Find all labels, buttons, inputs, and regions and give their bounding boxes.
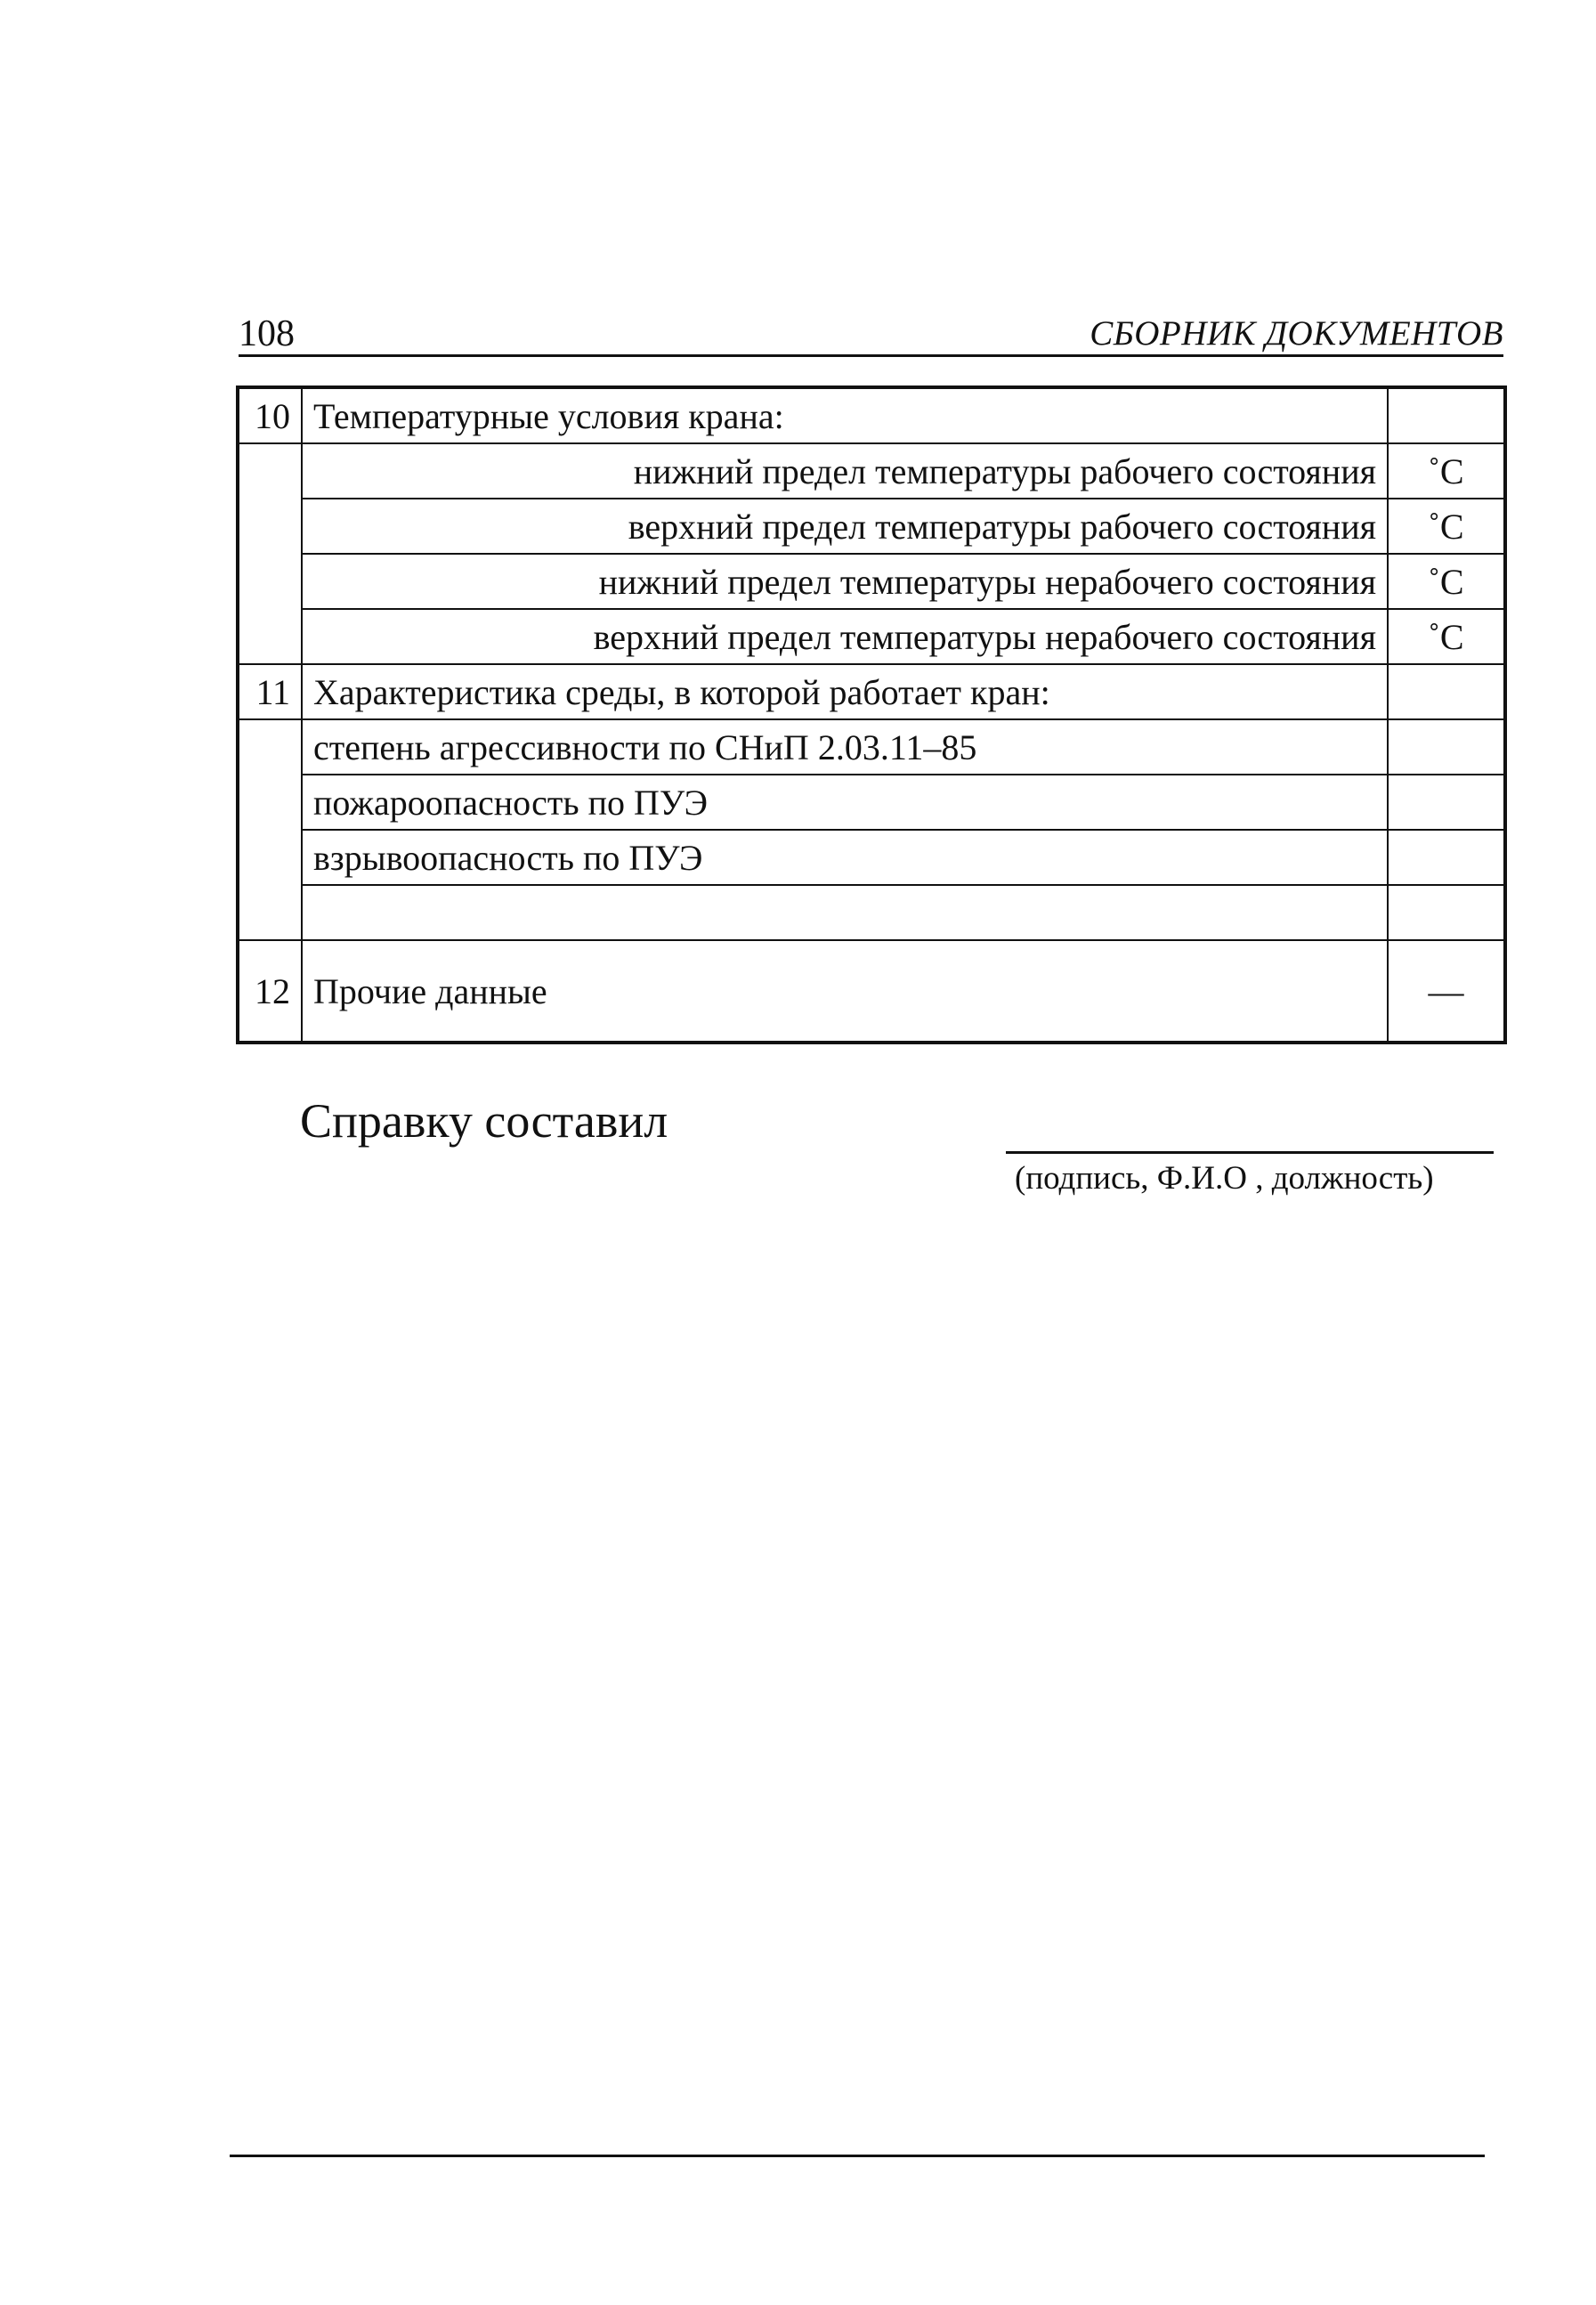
table-row bbox=[238, 719, 1505, 775]
value-cell: — bbox=[1388, 940, 1505, 1043]
table-row bbox=[238, 885, 1505, 940]
row-label: степень агрессивности по СНиП 2.03.11–85 bbox=[302, 719, 1388, 775]
row-number-blank bbox=[238, 719, 302, 940]
value-cell bbox=[1388, 719, 1505, 775]
value-cell bbox=[1388, 664, 1505, 719]
page-header bbox=[239, 310, 1503, 357]
section-title: Прочие данные bbox=[302, 940, 1388, 1043]
row-number: 11 bbox=[238, 664, 302, 719]
value-cell bbox=[1388, 387, 1505, 443]
unit-cell: ˚С bbox=[1388, 609, 1505, 664]
footer-rule bbox=[230, 2155, 1485, 2157]
table-row bbox=[238, 443, 1505, 499]
page-number: 108 bbox=[239, 313, 295, 354]
unit-cell: ˚С bbox=[1388, 443, 1505, 499]
crane-data-table bbox=[236, 386, 1507, 1044]
row-label: пожароопасность по ПУЭ bbox=[302, 775, 1388, 830]
section-title: Характеристика среды, в которой работает кран: bbox=[302, 664, 1388, 719]
signature-caption: (подпись, Ф.И.О , должность) bbox=[1015, 1160, 1434, 1197]
table-row bbox=[238, 940, 1505, 1043]
row-label: верхний предел температуры нерабочего состояния bbox=[302, 609, 1388, 664]
table-row bbox=[238, 499, 1505, 554]
unit-cell: ˚С bbox=[1388, 499, 1505, 554]
value-cell bbox=[1388, 775, 1505, 830]
table-row bbox=[238, 609, 1505, 664]
table-row bbox=[238, 664, 1505, 719]
row-label: взрывоопасность по ПУЭ bbox=[302, 830, 1388, 885]
row-number: 10 bbox=[238, 387, 302, 443]
unit-cell: ˚С bbox=[1388, 554, 1505, 609]
signature-label: Справку составил bbox=[300, 1094, 668, 1148]
running-title: СБОРНИК ДОКУМЕНТОВ bbox=[1090, 314, 1503, 353]
row-number: 12 bbox=[238, 940, 302, 1043]
table-row bbox=[238, 554, 1505, 609]
table-row bbox=[238, 387, 1505, 443]
section-title: Температурные условия крана: bbox=[302, 387, 1388, 443]
value-cell bbox=[1388, 830, 1505, 885]
row-label: нижний предел температуры рабочего состояния bbox=[302, 443, 1388, 499]
table-row bbox=[238, 830, 1505, 885]
row-number-blank bbox=[238, 443, 302, 664]
signature-line bbox=[1006, 1151, 1494, 1154]
row-label: верхний предел температуры рабочего состояния bbox=[302, 499, 1388, 554]
empty-cell bbox=[302, 885, 1388, 940]
row-label: нижний предел температуры нерабочего состояния bbox=[302, 554, 1388, 609]
table-row bbox=[238, 775, 1505, 830]
value-cell bbox=[1388, 885, 1505, 940]
